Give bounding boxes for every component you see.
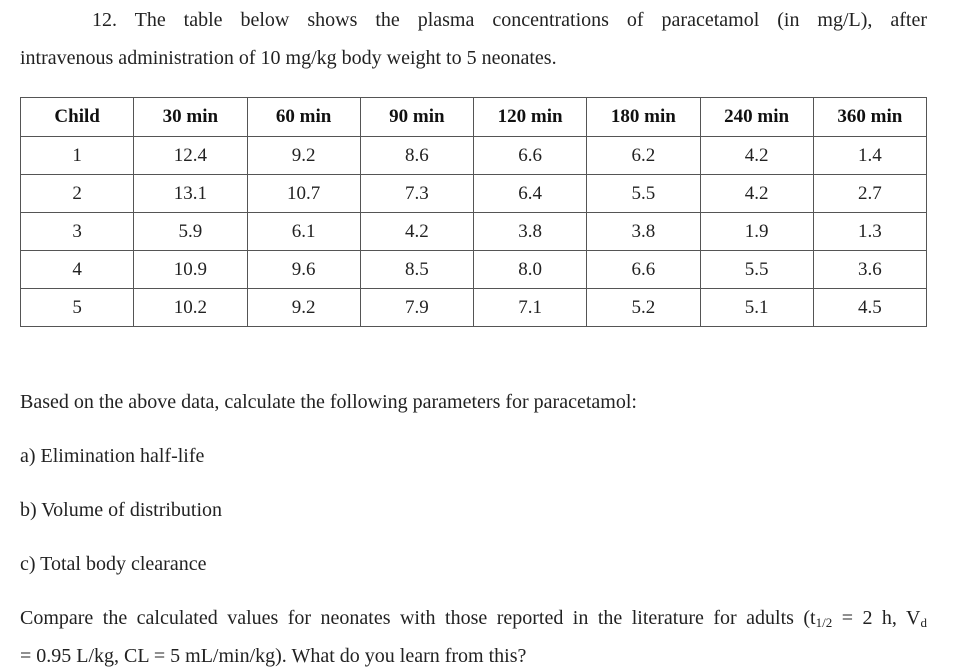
table-cell: 9.2 xyxy=(247,289,360,327)
table-cell: 5.5 xyxy=(700,251,813,289)
item-elimination-half-life: a) Elimination half-life xyxy=(20,445,205,467)
table-cell: 12.4 xyxy=(134,137,247,175)
item-total-body-clearance: c) Total body clearance xyxy=(20,553,207,575)
table-cell: 2.7 xyxy=(813,175,926,213)
table-row xyxy=(21,251,927,289)
compare-text-start: Compare the calculated values for neonates with those reported in the literature for adults (t xyxy=(20,607,816,629)
table-cell: 6.1 xyxy=(247,213,360,251)
header-90-min: 90 min xyxy=(360,98,473,137)
table-cell: 5.5 xyxy=(587,175,700,213)
table-row xyxy=(21,213,927,251)
table-cell: 9.6 xyxy=(247,251,360,289)
header-60-min: 60 min xyxy=(247,98,360,137)
header-240-min: 240 min xyxy=(700,98,813,137)
question-intro-line-1: 12. The table below shows the plasma concentrations of paracetamol (in mg/L), after xyxy=(92,9,927,31)
header-child: Child xyxy=(21,98,134,137)
table-cell: 13.1 xyxy=(134,175,247,213)
table-cell: 3 xyxy=(21,213,134,251)
table-row xyxy=(21,175,927,213)
table-cell: 3.8 xyxy=(474,213,587,251)
table-cell: 7.9 xyxy=(360,289,473,327)
item-volume-of-distribution: b) Volume of distribution xyxy=(20,499,223,521)
table-cell: 10.7 xyxy=(247,175,360,213)
table-cell: 2 xyxy=(21,175,134,213)
table-cell: 1.4 xyxy=(813,137,926,175)
table-cell: 4.2 xyxy=(360,213,473,251)
table-cell: 3.8 xyxy=(587,213,700,251)
table-cell: 6.6 xyxy=(474,137,587,175)
table-cell: 7.3 xyxy=(360,175,473,213)
table-cell: 4 xyxy=(21,251,134,289)
header-360-min: 360 min xyxy=(813,98,926,137)
table-cell: 8.5 xyxy=(360,251,473,289)
vd-subscript: d xyxy=(920,615,927,630)
half-life-subscript: 1/2 xyxy=(815,615,833,630)
table-cell: 8.6 xyxy=(360,137,473,175)
compare-line-2: = 0.95 L/kg, CL = 5 mL/min/kg). What do you learn from this? xyxy=(20,645,527,667)
table-cell: 5.2 xyxy=(587,289,700,327)
table-cell: 5.1 xyxy=(700,289,813,327)
table-cell: 6.2 xyxy=(587,137,700,175)
table-cell: 7.1 xyxy=(474,289,587,327)
header-30-min: 30 min xyxy=(134,98,247,137)
table-header-row xyxy=(21,98,927,137)
table-cell: 10.2 xyxy=(134,289,247,327)
table-cell: 4.2 xyxy=(700,137,813,175)
table-cell: 3.6 xyxy=(813,251,926,289)
concentration-table xyxy=(20,97,927,327)
compare-text-mid: = 2 h, V xyxy=(832,607,921,629)
table-cell: 4.2 xyxy=(700,175,813,213)
table-cell: 1.9 xyxy=(700,213,813,251)
table-cell: 9.2 xyxy=(247,137,360,175)
table-cell: 5 xyxy=(21,289,134,327)
table-cell: 5.9 xyxy=(134,213,247,251)
table-cell: 6.4 xyxy=(474,175,587,213)
table-cell: 10.9 xyxy=(134,251,247,289)
table-cell: 1 xyxy=(21,137,134,175)
table-row xyxy=(21,137,927,175)
table-row xyxy=(21,289,927,327)
compare-line-1 xyxy=(20,606,927,635)
question-intro-line-2: intravenous administration of 10 mg/kg body weight to 5 neonates. xyxy=(20,47,557,69)
table-cell: 8.0 xyxy=(474,251,587,289)
header-180-min: 180 min xyxy=(587,98,700,137)
calculation-prompt: Based on the above data, calculate the following parameters for paracetamol: xyxy=(20,391,637,413)
table-cell: 6.6 xyxy=(587,251,700,289)
header-120-min: 120 min xyxy=(474,98,587,137)
table-cell: 4.5 xyxy=(813,289,926,327)
table-cell: 1.3 xyxy=(813,213,926,251)
